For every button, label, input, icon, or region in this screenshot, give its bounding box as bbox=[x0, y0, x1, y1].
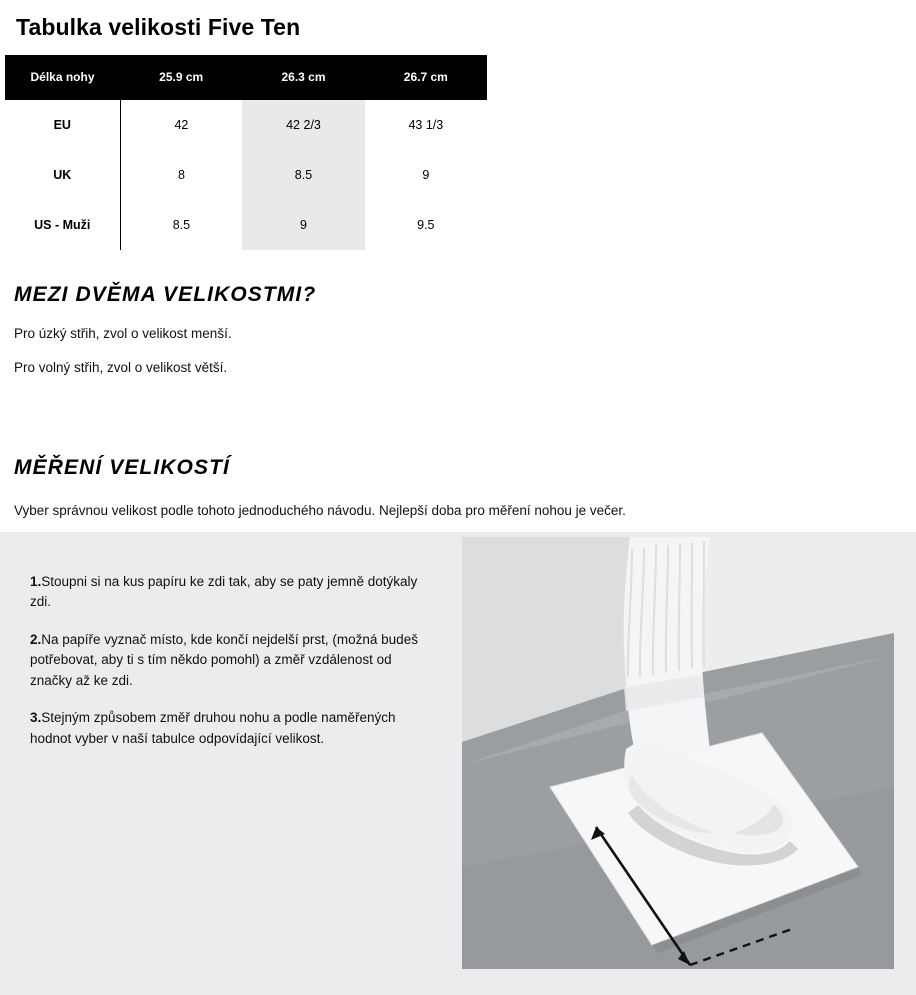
between-sizes-heading: MEZI DVĚMA VELIKOSTMI? bbox=[14, 283, 317, 306]
between-sizes-section bbox=[0, 283, 600, 377]
table-header-row bbox=[5, 55, 487, 100]
cell-eu-3: 43 1/3 bbox=[365, 100, 487, 150]
table-row bbox=[5, 150, 487, 200]
cell-us-men-3: 9.5 bbox=[365, 200, 487, 250]
column-header-length-3: 26.7 cm bbox=[403, 70, 448, 85]
row-header-eu: EU bbox=[5, 100, 120, 150]
column-header-length-2: 26.3 cm bbox=[281, 70, 326, 85]
step-text: Na papíře vyznač místo, kde končí nejdelší prst, (možná budeš potřebovat, aby ti s tím někdo pomohl) a změř vzdálenost od značky až ke zdi. bbox=[30, 631, 418, 688]
cell-uk-1: 8 bbox=[120, 150, 242, 200]
foot-measuring-illustration bbox=[462, 537, 894, 969]
size-table-head bbox=[5, 55, 487, 100]
step-number: 1. bbox=[30, 573, 42, 589]
size-table bbox=[5, 55, 487, 250]
size-table-body bbox=[5, 100, 487, 250]
cell-us-men-1: 8.5 bbox=[120, 200, 242, 250]
page-title: Tabulka velikosti Five Ten bbox=[16, 14, 301, 40]
size-table-container bbox=[5, 55, 487, 250]
cell-eu-1: 42 bbox=[120, 100, 242, 150]
step-text: Stejným způsobem změř druhou nohu a podle naměřených hodnot vyber v naší tabulce odpovídající velikost. bbox=[30, 710, 396, 746]
list-item bbox=[30, 708, 430, 749]
measuring-heading: MĚŘENÍ VELIKOSTÍ bbox=[14, 456, 230, 479]
row-header-uk: UK bbox=[5, 150, 120, 200]
cell-us-men-2: 9 bbox=[242, 200, 364, 250]
step-number: 3. bbox=[30, 710, 42, 726]
row-header-us-men: US - Muži bbox=[5, 200, 120, 250]
table-row bbox=[5, 100, 487, 150]
measuring-section bbox=[0, 456, 916, 521]
table-row bbox=[5, 200, 487, 250]
measuring-intro: Vyber správnou velikost podle tohoto jednoduchého návodu. Nejlepší doba pro měření nohou je večer. bbox=[14, 503, 626, 519]
column-header-foot-length: Délka nohy bbox=[30, 70, 95, 85]
step-number: 2. bbox=[30, 631, 42, 647]
measuring-steps-list bbox=[30, 558, 430, 766]
foot-measuring-photo bbox=[462, 537, 894, 969]
between-sizes-paragraph-1: Pro úzký střih, zvol o velikost menší. bbox=[14, 326, 232, 342]
cell-uk-3: 9 bbox=[365, 150, 487, 200]
between-sizes-paragraph-2: Pro volný střih, zvol o velikost větší. bbox=[14, 359, 228, 375]
step-text: Stoupni si na kus papíru ke zdi tak, aby se paty jemně dotýkaly zdi. bbox=[30, 573, 418, 610]
cell-uk-2: 8.5 bbox=[242, 150, 364, 200]
list-item bbox=[30, 572, 430, 613]
column-header-length-1: 25.9 cm bbox=[159, 70, 204, 85]
list-item bbox=[30, 630, 430, 692]
cell-eu-2: 42 2/3 bbox=[242, 100, 364, 150]
